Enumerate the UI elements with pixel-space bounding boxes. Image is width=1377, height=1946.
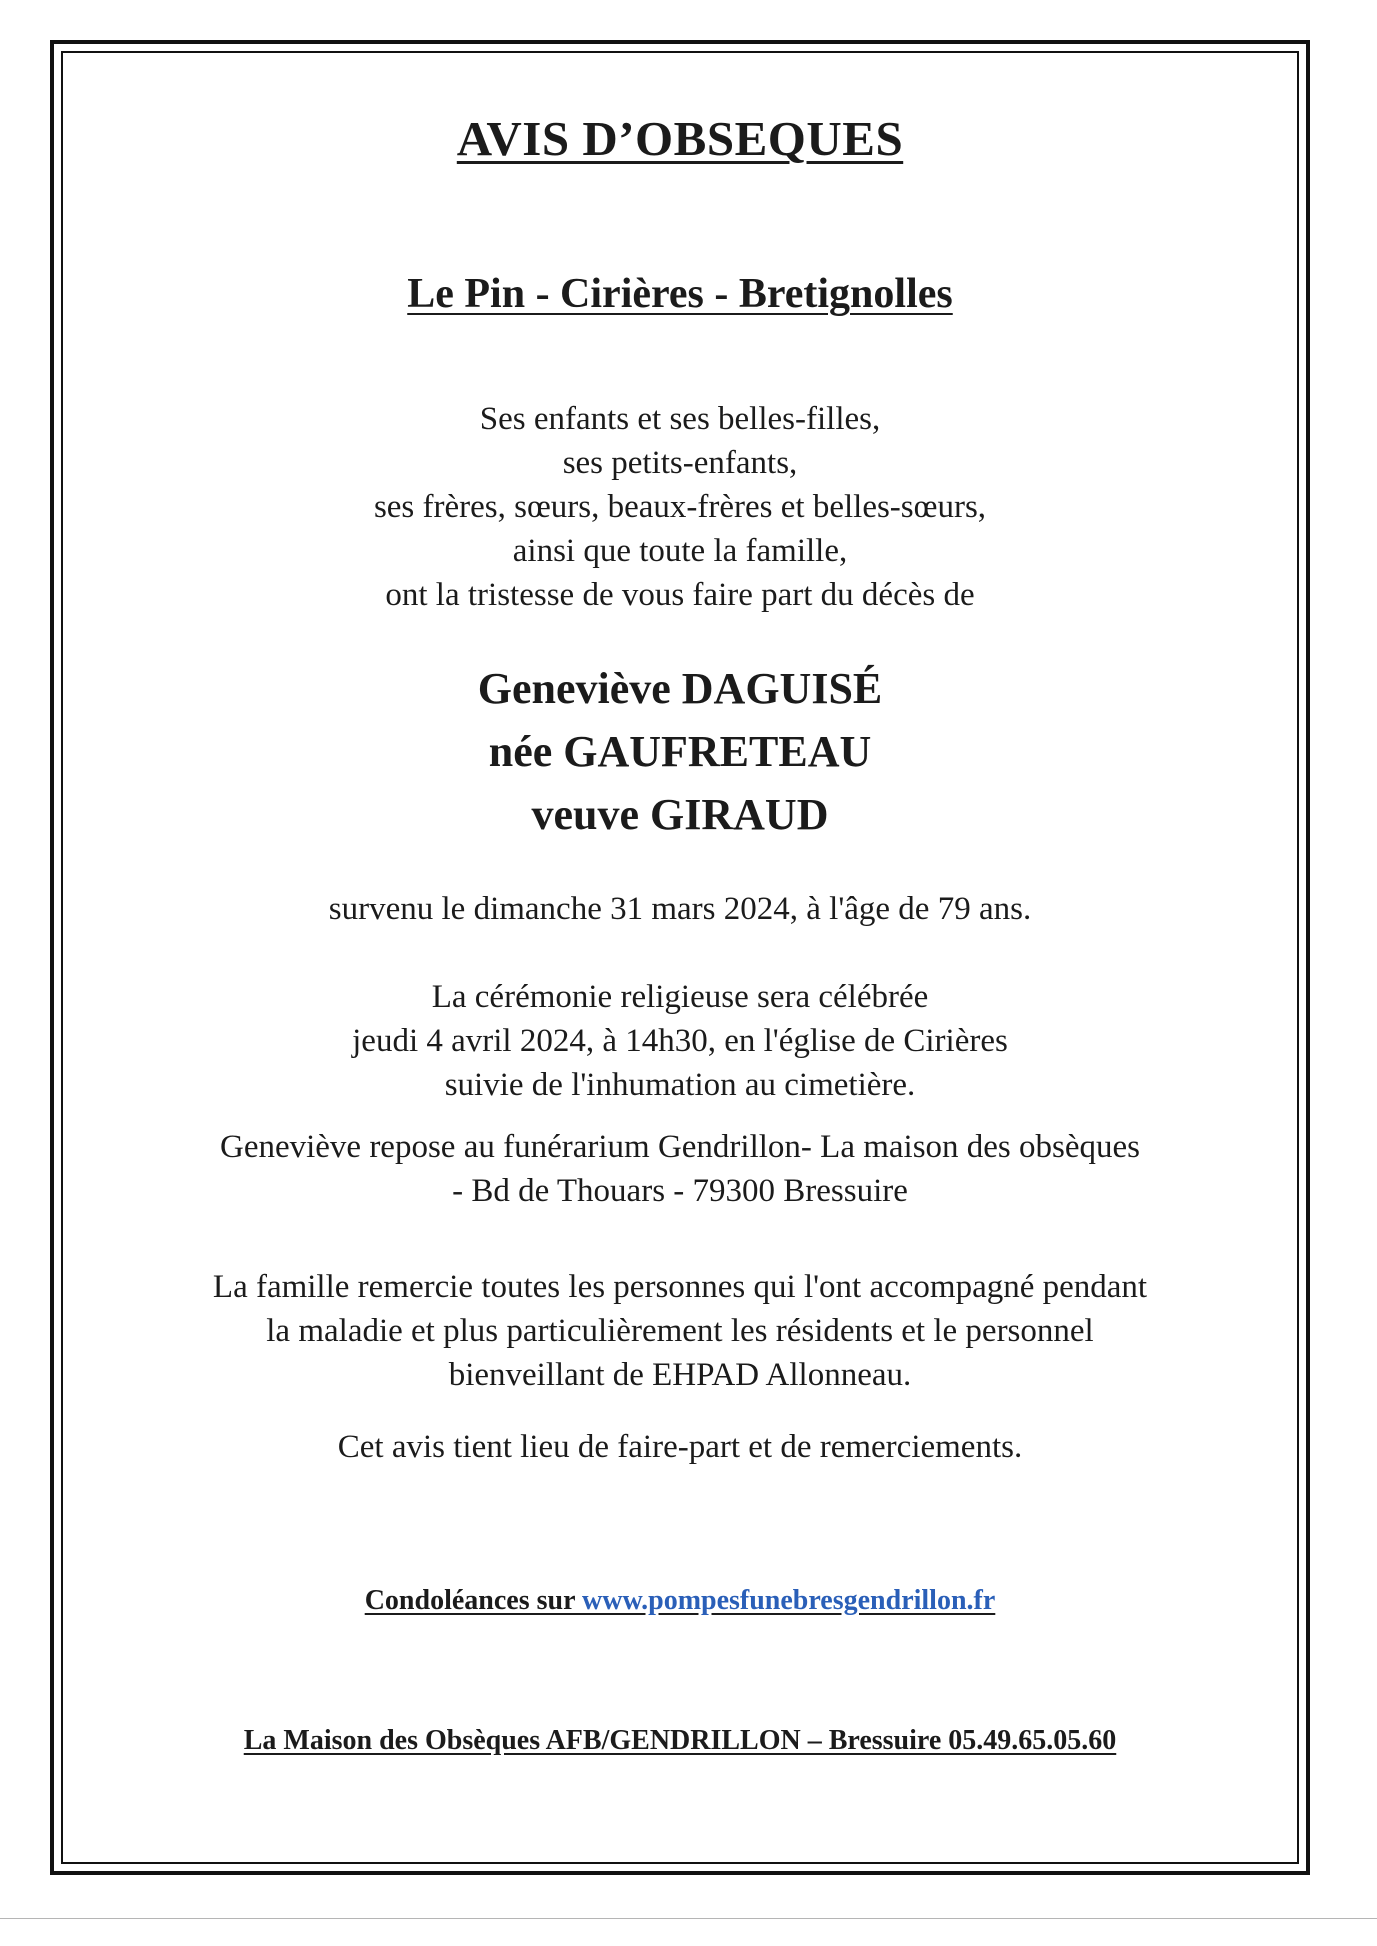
name-line: Geneviève DAGUISÉ: [477, 664, 883, 713]
death-date: [65, 887, 1295, 931]
notice-title: AVIS D’OBSEQUES: [456, 111, 904, 166]
deceased-name: [65, 657, 1295, 846]
thanks-line: bienveillant de EHPAD Allonneau.: [448, 1357, 912, 1393]
ceremony-line: suivie de l'inhumation au cimetière.: [444, 1067, 916, 1103]
funerarium-line: Geneviève repose au funérarium Gendrillon- La maison des obsèques: [219, 1129, 1141, 1165]
closing-note: [65, 1425, 1295, 1469]
thanks-line: la maladie et plus particulièrement les résidents et le personnel: [266, 1313, 1094, 1349]
family-line: Ses enfants et ses belles-filles,: [479, 401, 881, 437]
locality-heading: Le Pin - Cirières - Bretignolles: [407, 271, 953, 317]
family-thanks: [65, 1265, 1295, 1397]
family-line: ses frères, sœurs, beaux-frères et belles-sœurs,: [373, 489, 987, 525]
family-announcement: [65, 397, 1295, 617]
closing-text: Cet avis tient lieu de faire-part et de remerciements.: [337, 1429, 1023, 1465]
widow-name-line: veuve GIRAUD: [531, 790, 829, 839]
family-line: ainsi que toute la famille,: [512, 533, 848, 569]
thanks-line: La famille remercie toutes les personnes qui l'ont accompagné pendant: [212, 1269, 1148, 1305]
condolences-label: Condoléances sur: [364, 1585, 582, 1616]
ceremony-line: jeudi 4 avril 2024, à 14h30, en l'église de Cirières: [352, 1023, 1008, 1059]
funerarium-line: - Bd de Thouars - 79300 Bressuire: [452, 1173, 908, 1209]
maiden-name-line: née GAUFRETEAU: [488, 727, 872, 776]
scan-edge-line: [0, 1918, 1377, 1919]
family-line: ont la tristesse de vous faire part du décès de: [385, 577, 975, 613]
funerarium-info: [65, 1125, 1295, 1213]
condolences-link[interactable]: www.pompesfunebresgendrillon.fr: [582, 1585, 996, 1616]
ceremony-info: [65, 975, 1295, 1107]
family-line: ses petits-enfants,: [562, 445, 798, 481]
death-date-text: survenu le dimanche 31 mars 2024, à l'âge de 79 ans.: [328, 891, 1032, 927]
funeral-home-footer: La Maison des Obsèques AFB/GENDRILLON – Bressuire 05.49.65.05.60: [243, 1725, 1117, 1756]
ceremony-line: La cérémonie religieuse sera célébrée: [431, 979, 929, 1015]
condolences-line: [65, 1585, 1295, 1617]
